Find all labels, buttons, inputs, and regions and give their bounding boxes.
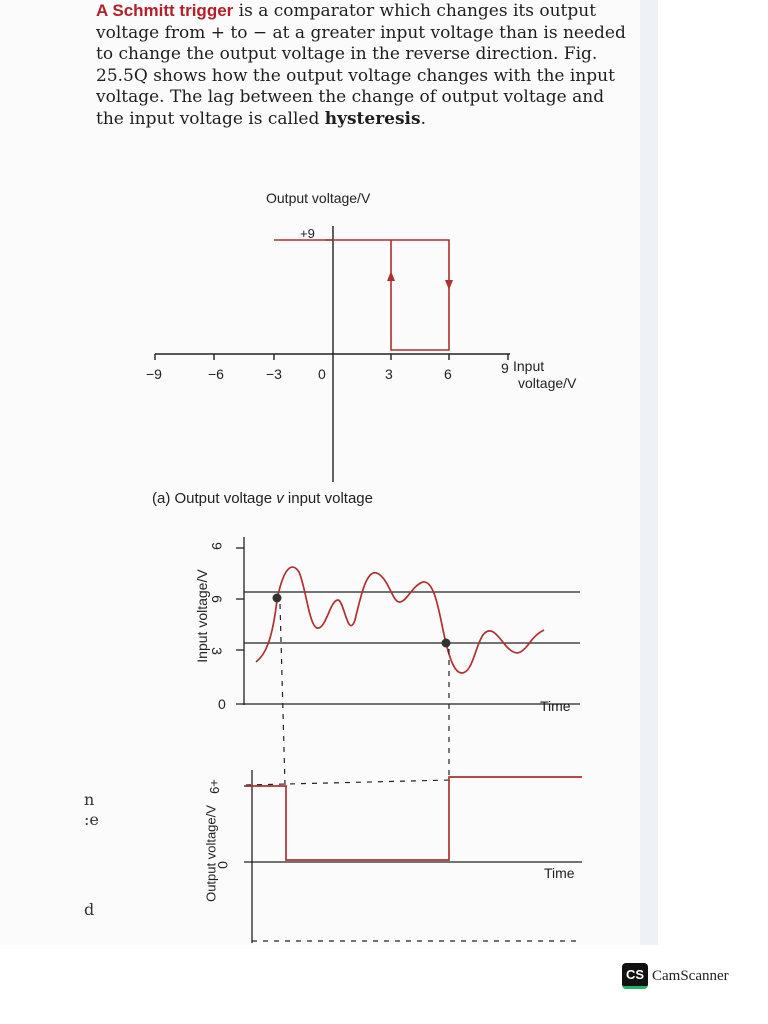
caption-end: input voltage [283,490,373,507]
y-tick-label: +9 [206,779,222,794]
y-tick-label: 0 [214,861,231,869]
gutter-fragment: d [84,900,95,919]
rising-threshold-marker [273,594,282,603]
hysteresis-loop [274,240,449,350]
arrow-down-icon [445,280,453,290]
projection-line-rise [280,604,285,785]
falling-threshold-marker [442,639,451,648]
graph-c-x-label: Time [544,865,575,881]
projection-lines [246,604,580,941]
output-voltage-waveform [246,777,582,860]
schmitt-trigger-term: A Schmitt trigger [96,1,234,20]
gutter-fragment: :e [84,810,99,829]
hysteresis-term: hysteresis [324,108,421,129]
graph-b-y-label: Input voltage/V [194,569,210,663]
graph-a-x-label-1: Input [513,358,545,374]
x-tick-label: 0 [318,366,326,382]
camscanner-text: CamScanner [652,967,729,984]
arrow-up-icon [387,271,395,281]
camscanner-logo-icon: CS [622,963,648,989]
plus9-dashed-level [246,780,451,785]
input-voltage-curve [256,567,544,673]
x-tick-label: 9 [501,360,509,376]
x-tick-label: −9 [146,366,162,382]
graph-c-axes [244,770,582,943]
y-tick-label: 9 [208,542,225,550]
intro-text: is a comparator which changes its output voltage from + to − at a greater input voltage than is needed to change the output voltage in the reverse direction. Fig. 25.5Q shows how the output voltage changes with the input voltage. The lag between the change of output voltage and the input voltage is called [96,1,626,129]
x-tick-label: 3 [385,366,393,382]
graph-b-x-label: Time [540,698,571,714]
x-tick-label: −6 [208,366,224,382]
y-tick-label: 3 [208,647,225,655]
graph-a-axes [155,226,510,482]
y-tick-label: 0 [218,696,226,712]
caption-v: v [276,490,284,507]
intro-end: . [420,108,426,129]
graph-a-y-label: Output voltage/V [266,190,371,206]
x-tick-label: 6 [444,366,452,382]
graph-a-x-label-2: voltage/V [518,375,577,391]
graph-b-axes [236,537,580,705]
x-tick-label: −3 [266,366,282,382]
caption-start: (a) Output voltage [152,490,277,507]
graph-c-y-label: Output voltage/V [203,805,219,902]
graph-a-y-tick: +9 [300,226,315,241]
hysteresis-curve [274,240,449,350]
gutter-fragment: n [84,790,95,809]
camscanner-watermark [622,963,729,989]
y-tick-label: 6 [208,595,225,603]
